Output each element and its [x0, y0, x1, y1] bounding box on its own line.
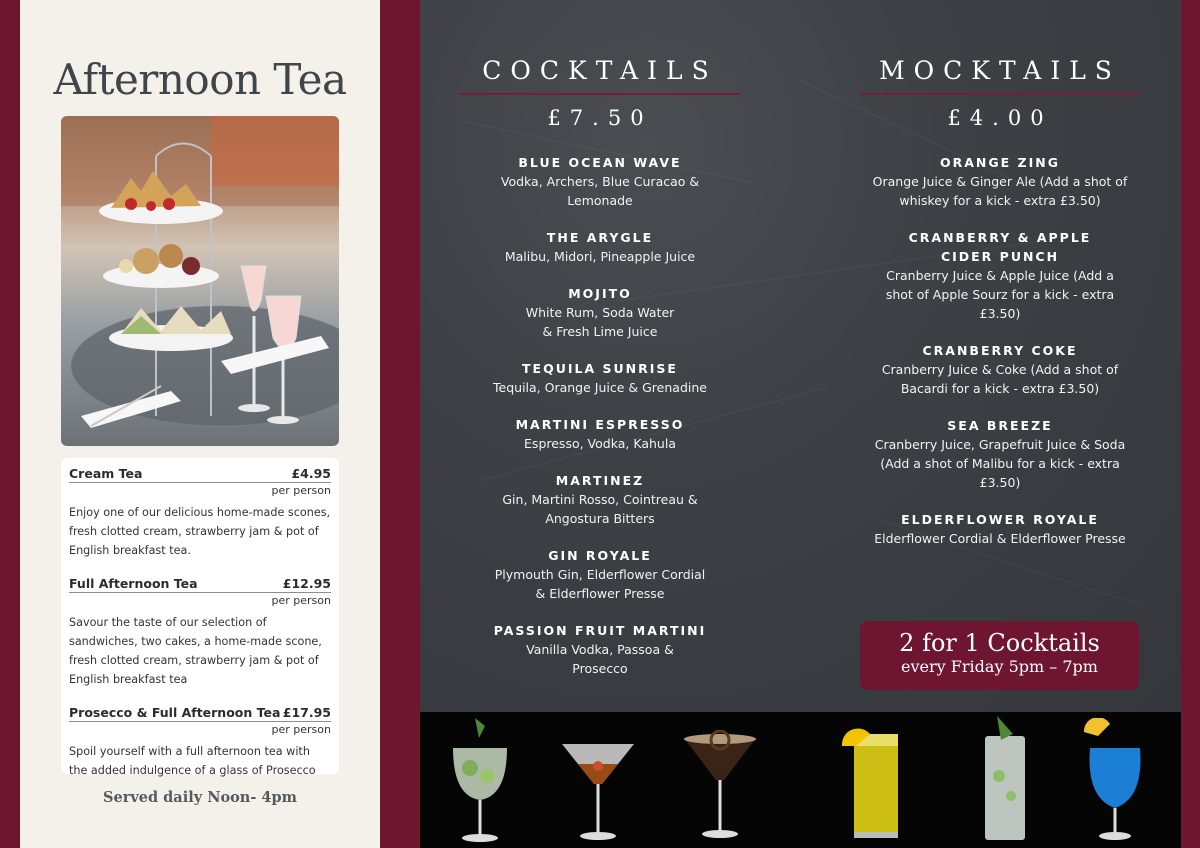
drink-name: GIN ROYALE: [548, 548, 652, 563]
drink-description: Plymouth Gin, Elderflower Cordial & Elderflower Presse: [494, 567, 706, 601]
drink-name: BLUE OCEAN WAVE: [518, 155, 682, 170]
drink-description: Espresso, Vodka, Kahula: [524, 436, 676, 451]
tea-item-name: Cream Tea: [69, 466, 143, 481]
espresso-martini-image: [680, 730, 760, 842]
drink-description: Cranberry Juice, Grapefruit Juice & Soda (Add a shot of Malibu for a kick - extra £3.50): [874, 437, 1126, 490]
mocktail-item: [850, 228, 1150, 323]
tea-item-per: per person: [271, 723, 331, 736]
drink-name: CRANBERRY COKE: [922, 343, 1078, 358]
drink-description: Tequila, Orange Juice & Grenadine: [493, 380, 707, 395]
afternoon-tea-menu: [61, 458, 339, 777]
mocktails-price: £4.00: [947, 106, 1053, 130]
cocktails-price: £7.50: [547, 106, 653, 130]
orange-zing-glass-image: [840, 724, 910, 844]
drink-name: MARTINEZ: [555, 473, 645, 488]
cocktails-list: [450, 153, 750, 696]
mocktails-divider: [860, 93, 1140, 95]
left-border: [0, 0, 20, 848]
tea-item: [69, 576, 331, 689]
cocktail-item: [450, 228, 750, 266]
drink-description: White Rum, Soda Water & Fresh Lime Juice: [525, 305, 675, 339]
tea-item-name: Full Afternoon Tea: [69, 576, 198, 591]
afternoon-tea-photo: [61, 116, 339, 446]
drink-name: ELDERFLOWER ROYALE: [901, 512, 1099, 527]
served-hours: Served daily Noon- 4pm: [103, 789, 297, 806]
mocktail-item: [850, 341, 1150, 398]
promo-subline: every Friday 5pm – 7pm: [901, 657, 1098, 676]
drink-name: MARTINI ESPRESSO: [515, 417, 685, 432]
drink-name: PASSION FRUIT MARTINI: [493, 623, 707, 638]
sea-breeze-glass-image: [975, 716, 1035, 844]
tea-item-per: per person: [271, 484, 331, 497]
drink-description: Vodka, Archers, Blue Curacao & Lemonade: [500, 174, 700, 208]
drink-name: CRANBERRY & APPLE CIDER PUNCH: [908, 230, 1092, 264]
cocktails-title: COCKTAILS: [482, 56, 718, 85]
mocktails-list: [850, 153, 1150, 566]
mocktails-title: MOCKTAILS: [879, 56, 1121, 85]
martinez-glass-image: [558, 736, 638, 844]
drink-description: Vanilla Vodka, Passoa & Prosecco: [526, 642, 674, 676]
drink-description: Elderflower Cordial & Elderflower Presse: [874, 531, 1126, 546]
cocktail-item: [450, 546, 750, 603]
drink-description: Cranberry Juice & Coke (Add a shot of Bacardi for a kick - extra £3.50): [881, 362, 1119, 396]
drink-name: ORANGE ZING: [940, 155, 1060, 170]
drink-name: SEA BREEZE: [947, 418, 1053, 433]
cocktail-item: [450, 153, 750, 210]
drink-description: Cranberry Juice & Apple Juice (Add a shot of Apple Sourz for a kick - extra £3.50): [885, 268, 1115, 321]
tea-item-name: Prosecco & Full Afternoon Tea: [69, 705, 281, 720]
afternoon-tea-title: Afternoon Tea: [53, 55, 347, 104]
drink-description: Orange Juice & Ginger Ale (Add a shot of whiskey for a kick - extra £3.50): [872, 174, 1128, 208]
tea-item-description: Enjoy one of our delicious home-made scones, fresh clotted cream, strawberry jam & pot of English breakfast tea.: [69, 506, 331, 557]
cocktail-item: [450, 621, 750, 678]
drink-name: TEQUILA SUNRISE: [522, 361, 678, 376]
cocktails-divider: [460, 93, 740, 95]
mocktail-item: [850, 416, 1150, 492]
drink-name: THE ARYGLE: [546, 230, 654, 245]
drink-name: MOJITO: [568, 286, 632, 301]
cocktail-item: [450, 415, 750, 453]
promo-headline: 2 for 1 Cocktails: [899, 629, 1100, 657]
cocktail-item: [450, 284, 750, 341]
blue-ocean-wave-glass-image: [1080, 718, 1150, 844]
gin-glass-image: [445, 718, 515, 844]
tea-item: [69, 466, 331, 560]
mocktail-item: [850, 510, 1150, 548]
tea-stand-illustration: [61, 116, 339, 446]
cocktail-item: [450, 359, 750, 397]
tea-item-price: £12.95: [282, 576, 331, 591]
tea-item-description: Spoil yourself with a full afternoon tea with the added indulgence of a glass of Prosecco: [69, 745, 316, 777]
promo-banner: [860, 621, 1139, 690]
middle-border: [380, 0, 420, 848]
tea-item-per: per person: [271, 594, 331, 607]
mocktail-item: [850, 153, 1150, 210]
right-border: [1181, 0, 1200, 848]
tea-item: [69, 705, 331, 780]
drink-description: Malibu, Midori, Pineapple Juice: [504, 249, 696, 264]
tea-item-price: £4.95: [291, 466, 331, 481]
tea-item-description: Savour the taste of our selection of sandwiches, two cakes, a home-made scone, fresh clotted cream, strawberry jam & pot of English breakfast tea: [69, 616, 322, 686]
cocktail-item: [450, 471, 750, 528]
tea-item-price: £17.95: [282, 705, 331, 720]
mocktails-header: [850, 56, 1150, 130]
drinks-photo-strip: [420, 712, 1181, 848]
cocktails-header: [450, 56, 750, 130]
drink-description: Gin, Martini Rosso, Cointreau & Angostura Bitters: [502, 492, 698, 526]
